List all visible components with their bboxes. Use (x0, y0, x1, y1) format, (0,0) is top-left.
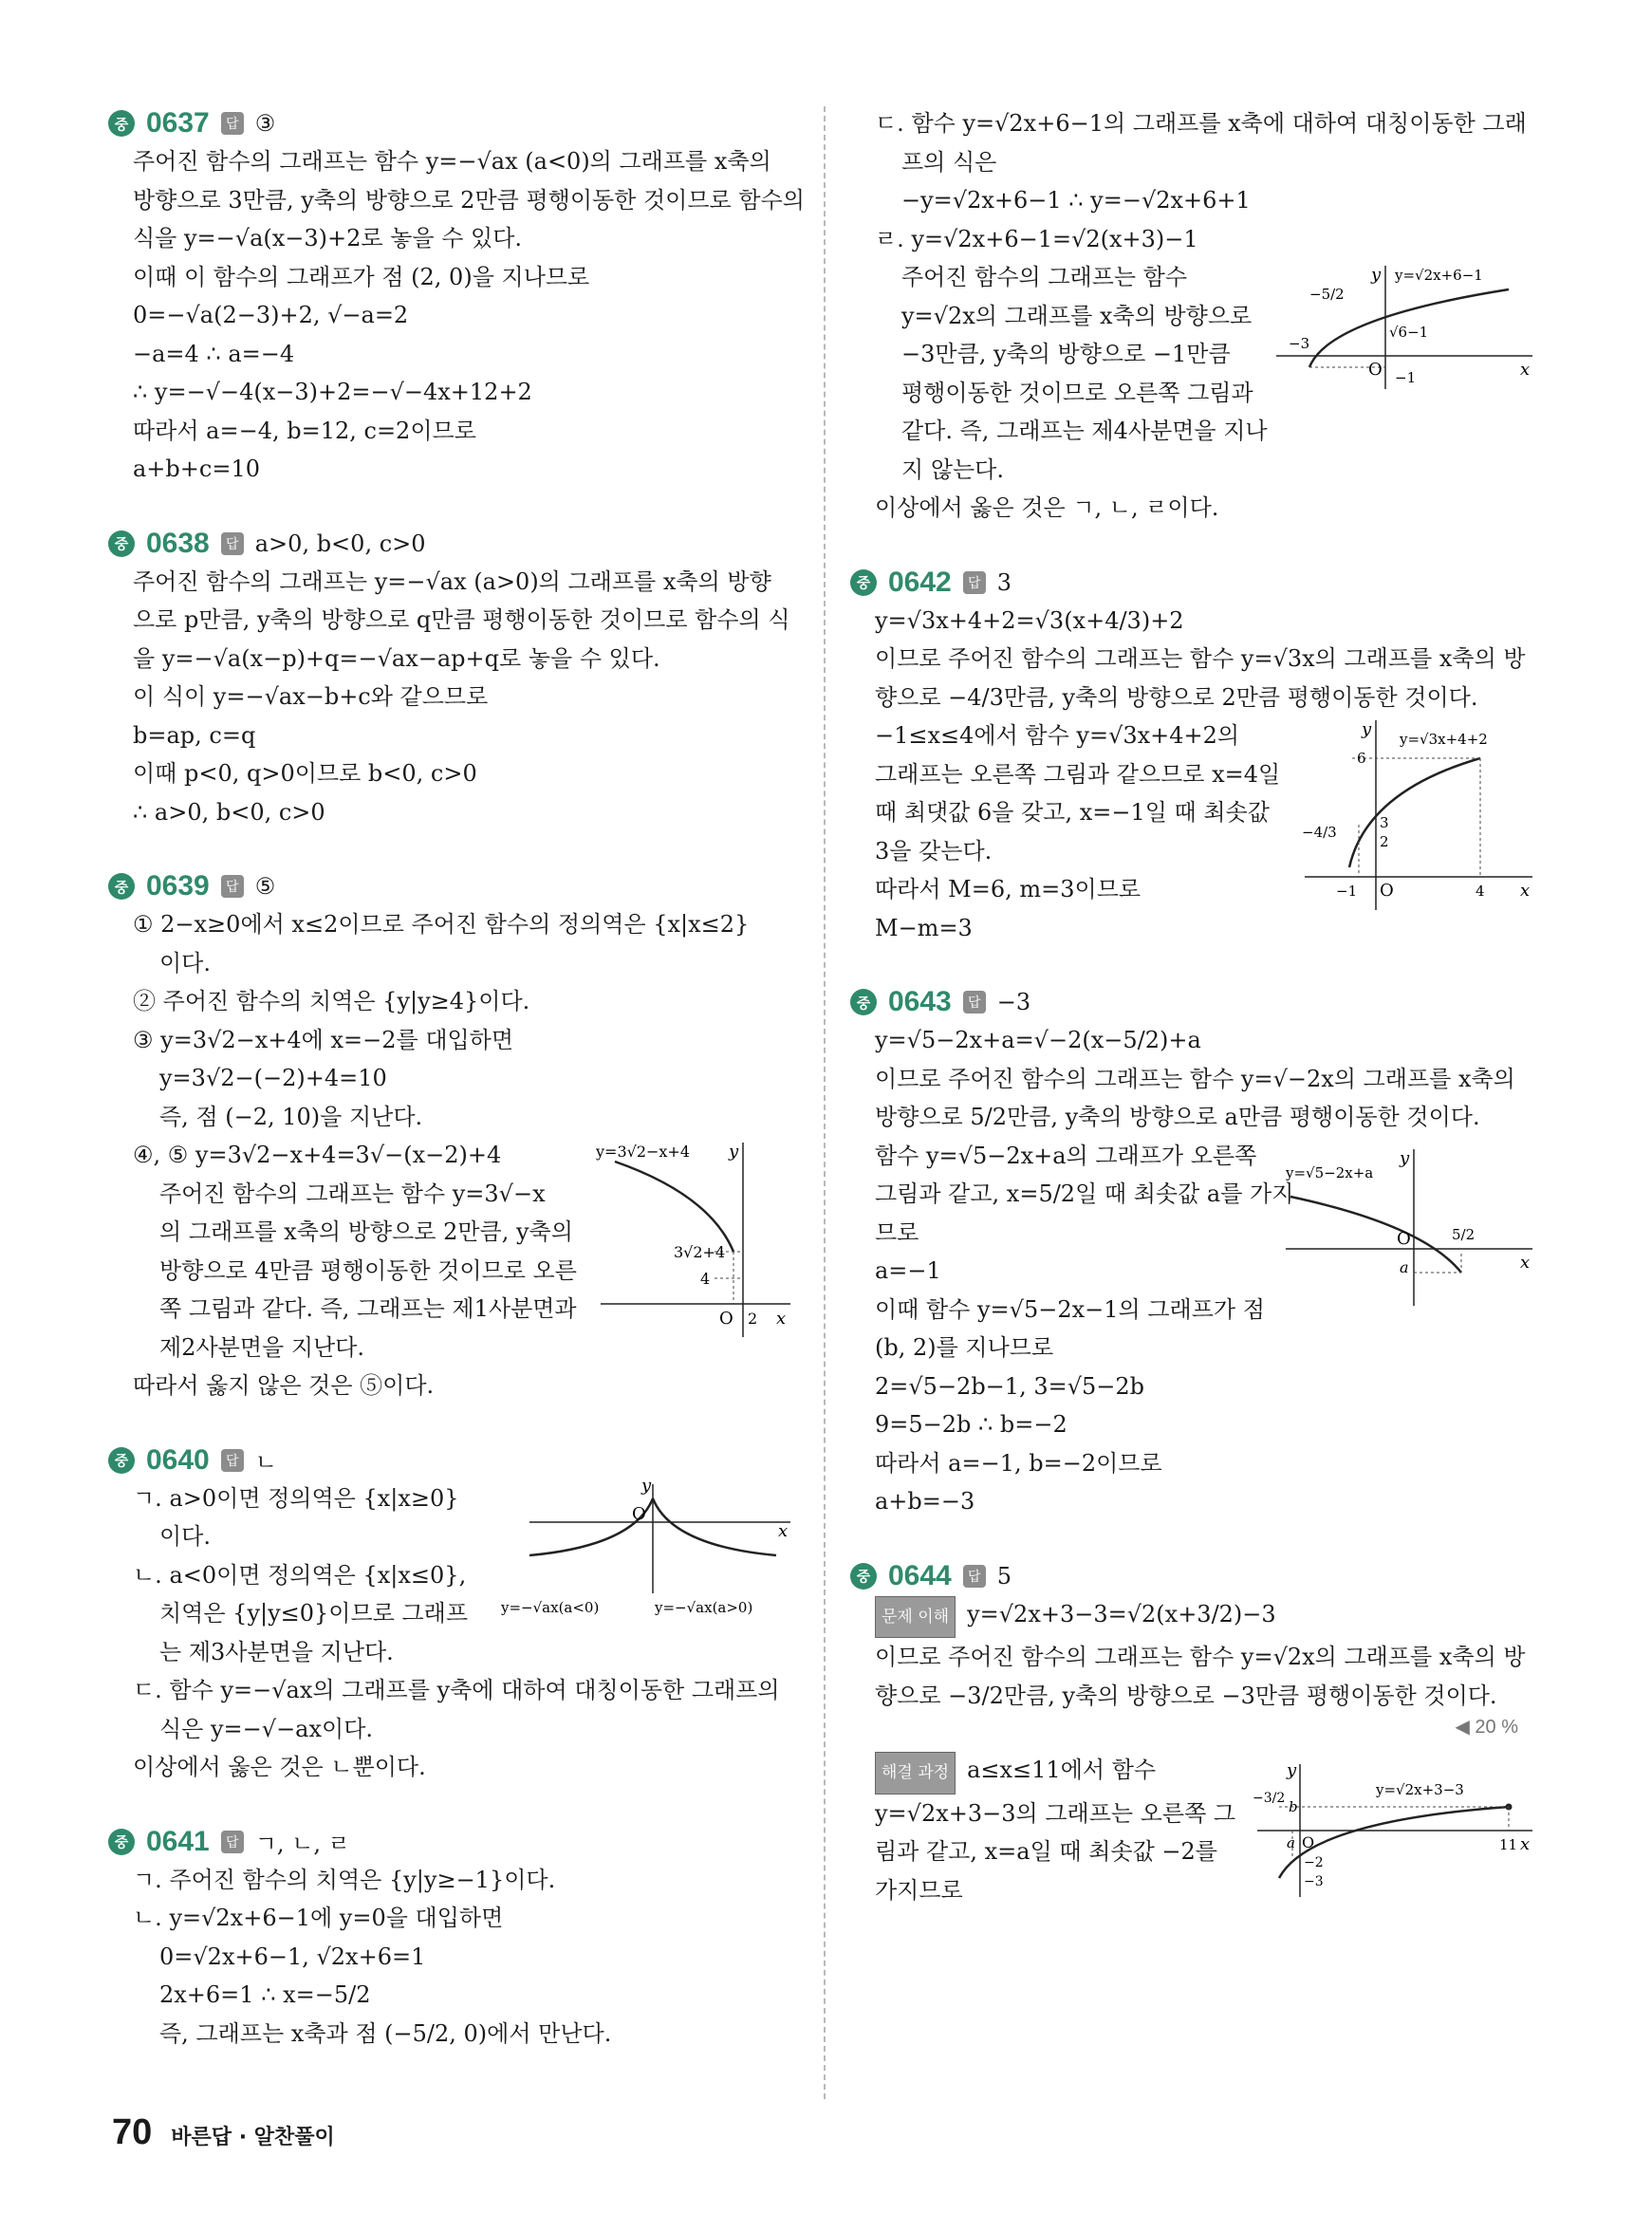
solution-line: 가지므로 (875, 1876, 963, 1904)
solution-line: 쪽 그림과 같다. 즉, 그래프는 제1사분면과 (159, 1295, 577, 1322)
graph-0640 (501, 1470, 795, 1622)
solution-line: ∴ a>0, b<0, c>0 (133, 798, 325, 826)
solution-line: 방향으로 4만큼 평행이동한 것이므로 오른 (159, 1256, 577, 1284)
answer: ③ (254, 110, 276, 137)
solution-line: a+b=−3 (875, 1488, 975, 1515)
answer-tag: 답 (221, 532, 244, 555)
answer-tag: 답 (221, 1831, 244, 1853)
solution-line: 주어진 함수의 그래프는 y=−√ax (a>0)의 그래프를 x축의 방향 (133, 567, 771, 595)
graph-label: 5/2 (1452, 1226, 1476, 1243)
column-divider (824, 106, 826, 2099)
difficulty-badge: 중 (108, 1829, 135, 1855)
solution-line: ㄴ. y=√2x+6−1에 y=0을 대입하면 (133, 1905, 504, 1931)
solution-line: ㄷ. 함수 y=√2x+6−1의 그래프를 x축에 대하여 대칭이동한 그래 (875, 110, 1527, 137)
solution-line: ∴ y=−√−4(x−3)+2=−√−4x+12+2 (133, 379, 532, 405)
difficulty-badge: 중 (850, 989, 877, 1015)
solution-line: 의 그래프를 x축의 방향으로 2만큼, y축의 (159, 1218, 573, 1245)
graph-equation: y=√2x+6−1 (1395, 267, 1483, 284)
problem-header (108, 525, 795, 563)
answer: −3 (996, 989, 1031, 1015)
graph-label: −3 (1304, 1873, 1324, 1889)
answer: 5 (996, 1562, 1012, 1590)
problem-number: 0643 (888, 986, 952, 1017)
page-number: 70 (112, 2112, 153, 2152)
graph-origin: O (632, 1503, 646, 1524)
solution-line: −y=√2x+6−1 ∴ y=−√2x+6+1 (901, 187, 1251, 214)
graph-label: 2 (1380, 832, 1389, 850)
problem-0640 (112, 1441, 795, 1787)
solution-line: 이때 이 함수의 그래프가 점 (2, 0)을 지나므로 (133, 263, 590, 290)
solution-line: 방향으로 3만큼, y축의 방향으로 2만큼 평행이동한 것이므로 함수의 (133, 186, 805, 214)
solution-line: 주어진 함수의 그래프는 함수 y=3√−x (159, 1180, 546, 1207)
solution-line: 제2사분면을 지난다. (159, 1333, 364, 1361)
graph-axis-y: y (1400, 1148, 1410, 1168)
problem-number: 0638 (146, 527, 210, 559)
solution-line: 는 제3사분면을 지난다. (159, 1638, 394, 1665)
problem-header (850, 983, 1537, 1021)
graph-0639 (596, 1138, 795, 1342)
problem-number: 0642 (888, 566, 952, 598)
graph-0641 (1271, 261, 1537, 394)
solution-line: 그래프는 오른쪽 그림과 같으므로 x=4일 (875, 760, 1281, 788)
page-footer (112, 2112, 335, 2153)
solution-line: 때 최댓값 6을 갖고, x=−1일 때 최솟값 (875, 799, 1270, 826)
graph-equation: y=√3x+4+2 (1400, 730, 1488, 748)
solution-line: y=√2x+3−3의 그래프는 오른쪽 그 (875, 1799, 1236, 1827)
solution-line: −3만큼, y축의 방향으로 −1만큼 (901, 341, 1231, 367)
solution-line: y=√2x의 그래프를 x축의 방향으로 (901, 302, 1253, 329)
solution-line: 즉, 그래프는 x축과 점 (−5/2, 0)에서 만난다. (159, 2019, 612, 2047)
solution-line: a+b+c=10 (133, 456, 260, 482)
solution-line: 3을 갖는다. (875, 837, 993, 865)
right-column (854, 104, 1537, 1945)
solution-line: 따라서 M=6, m=3이므로 (875, 876, 1142, 902)
graph-axis-x: x (1520, 1833, 1531, 1854)
solution-line (854, 1595, 1537, 1639)
solution-line: y=√3x+4+2=√3(x+4/3)+2 (875, 606, 1184, 634)
solution-line: 을 y=−√a(x−p)+q=−√ax−ap+q로 놓을 수 있다. (133, 644, 660, 672)
answer-tag: 답 (221, 112, 244, 135)
solution-line: M−m=3 (875, 914, 973, 941)
solution-line: ㄴ. a<0이면 정의역은 {x|x≤0}, (133, 1561, 467, 1589)
solution-line: y=√5−2x+a=√−2(x−5/2)+a (875, 1027, 1201, 1053)
solution-line: 프의 식은 (901, 148, 997, 176)
left-column (112, 104, 805, 2089)
problem-number: 0644 (888, 1559, 952, 1591)
graph-label: √6−1 (1389, 324, 1429, 341)
graph-label: b (1289, 1797, 1298, 1815)
solution-line: ④, ⑤ y=3√2−x+4=3√−(x−2)+4 (133, 1142, 502, 1168)
graph-label: 4 (700, 1270, 711, 1288)
graph-label: a (1287, 1833, 1295, 1851)
answer: ⑤ (254, 873, 276, 900)
difficulty-badge: 중 (850, 1563, 877, 1590)
solution-line: (b, 2)를 지나므로 (875, 1334, 1054, 1361)
solution-line: ㄹ. y=√2x+6−1=√2(x+3)−1 (875, 225, 1198, 252)
problem-number: 0640 (146, 1443, 210, 1476)
solution-line: 9=5−2b ∴ b=−2 (875, 1411, 1067, 1438)
graph-label: −4/3 (1302, 823, 1337, 841)
solution-line: 식을 y=−√a(x−3)+2로 놓을 수 있다. (133, 225, 523, 251)
solution-line: 같다. 즉, 그래프는 제4사분면을 지나 (901, 418, 1268, 444)
solution-line: ① 2−x≥0에서 x≤2이므로 주어진 함수의 정의역은 {x|x≤2} (133, 911, 750, 938)
solution-line: 이때 p<0, q>0이므로 b<0, c>0 (133, 760, 477, 787)
graph-axis-x: x (776, 1309, 787, 1329)
graph-label: 6 (1357, 749, 1366, 767)
graph-equation: y=√5−2x+a (1286, 1164, 1374, 1181)
graph-0643 (1281, 1140, 1537, 1311)
book-title: 바른답 · 알찬풀이 (171, 2126, 335, 2149)
graph-axis-y: y (1362, 718, 1372, 739)
solution-line: 0=√2x+6−1, √2x+6=1 (159, 1943, 426, 1970)
solution-line: 이므로 주어진 함수의 그래프는 함수 y=√−2x의 그래프를 x축의 (875, 1065, 1515, 1092)
answer: ㄴ (254, 1449, 277, 1476)
answer: 3 (996, 568, 1012, 596)
solution-line: 이므로 주어진 함수의 그래프는 함수 y=√3x의 그래프를 x축의 방 (875, 645, 1526, 672)
difficulty-badge: 중 (850, 569, 877, 596)
score-percent: ◀ 20 % (1455, 1717, 1518, 1738)
problem-0641 (112, 1823, 795, 2054)
problem-0642 (854, 564, 1537, 948)
solution-line: ㄷ. 함수 y=−√ax의 그래프를 y축에 대하여 대칭이동한 그래프의 (133, 1677, 780, 1703)
solution-line: 으로 p만큼, y축의 방향으로 q만큼 평행이동한 것이므로 함수의 식 (133, 606, 790, 633)
solution-line: 치역은 {y|y≤0}이므로 그래프 (159, 1600, 469, 1627)
solution-line: 이 식이 y=−√ax−b+c와 같으므로 (133, 683, 489, 710)
solution-line: 따라서 a=−4, b=12, c=2이므로 (133, 417, 476, 444)
solution-line: 이상에서 옳은 것은 ㄱ, ㄴ, ㄹ이다. (875, 494, 1219, 521)
problem-header (850, 1557, 1537, 1595)
graph-label: a (1400, 1258, 1409, 1276)
problem-0641-continued (854, 104, 1537, 528)
solution-line: 이상에서 옳은 것은 ㄴ뿐이다. (133, 1754, 426, 1780)
solution-line: 평행이동한 것이므로 오른쪽 그림과 (901, 379, 1253, 406)
graph-origin: O (1302, 1832, 1315, 1851)
difficulty-badge: 중 (108, 110, 135, 137)
solution-text: y=√2x+3−3=√2(x+3/2)−3 (967, 1600, 1276, 1627)
solution-line: 주어진 함수의 그래프는 함수 y=−√ax (a<0)의 그래프를 x축의 (133, 148, 771, 175)
solution-line: 따라서 옳지 않은 것은 ⑤이다. (133, 1372, 435, 1399)
graph-label: 11 (1499, 1835, 1518, 1853)
solution-line: ㄱ. a>0이면 정의역은 {x|x≥0} (133, 1484, 459, 1512)
graph-label: 3 (1380, 813, 1389, 831)
graph-origin: O (1368, 360, 1383, 380)
graph-label: 3√2+4 (674, 1243, 726, 1261)
problem-header (108, 1823, 795, 1861)
solution-line: 2x+6=1 ∴ x=−5/2 (159, 1981, 371, 2008)
solution-line: 0=−√a(2−3)+2, √−a=2 (133, 302, 409, 328)
solution-line: 이다. (159, 949, 211, 976)
solution-line: 식은 y=−√−ax이다. (159, 1715, 374, 1742)
graph-label: −5/2 (1309, 286, 1345, 303)
graph-origin: O (1397, 1229, 1411, 1249)
graph-axis-x: x (1520, 1253, 1531, 1273)
graph-label: 2 (748, 1310, 758, 1328)
problem-header (108, 867, 795, 905)
solution-line: 주어진 함수의 그래프는 함수 (901, 264, 1188, 290)
solution-line: y=3√2−(−2)+4=10 (159, 1065, 387, 1091)
solution-line: 향으로 −3/2만큼, y축의 방향으로 −3만큼 평행이동한 것이다. (875, 1682, 1497, 1709)
graph-label: −3 (1289, 335, 1310, 352)
graph-label-left: y=−√ax(a<0) (501, 1598, 600, 1616)
graph-origin: O (719, 1309, 733, 1329)
problem-header (108, 104, 795, 142)
graph-axis-y: y (641, 1475, 652, 1496)
solution-line: a=−1 (875, 1257, 941, 1284)
graph-origin: O (1380, 880, 1394, 901)
graph-axis-y: y (1371, 265, 1382, 285)
solution-line: 즉, 점 (−2, 10)을 지난다. (159, 1103, 423, 1130)
graph-label: −1 (1395, 369, 1417, 386)
solution-line: ㄱ. 주어진 함수의 치역은 {y|y≥−1}이다. (133, 1866, 556, 1893)
difficulty-badge: 중 (108, 530, 135, 557)
solution-text: a≤x≤11에서 함수 (967, 1757, 1157, 1783)
graph-label: −2 (1304, 1854, 1324, 1870)
answer: ㄱ, ㄴ, ㄹ (254, 1831, 350, 1857)
answer-tag: 답 (963, 571, 986, 594)
graph-axis-x: x (1520, 360, 1531, 380)
problem-0638 (112, 525, 795, 832)
graph-axis-x: x (778, 1520, 789, 1541)
solution-line: 함수 y=√5−2x+a의 그래프가 오른쪽 (875, 1142, 1257, 1169)
solution-line: 따라서 a=−1, b=−2이므로 (875, 1449, 1162, 1477)
graph-label: −3/2 (1253, 1790, 1286, 1806)
solution-line: 이다. (159, 1523, 211, 1550)
step-tag: 해결 과정 (875, 1752, 956, 1795)
step-tag: 문제 이해 (875, 1596, 956, 1639)
solution-line: ② 주어진 함수의 치역은 {y|y≥4}이다. (133, 988, 530, 1014)
solution-line: 방향으로 5/2만큼, y축의 방향으로 a만큼 평행이동한 것이다. (875, 1104, 1480, 1130)
graph-label: −1 (1336, 882, 1358, 900)
problem-0639 (112, 867, 795, 1405)
problem-number: 0641 (146, 1825, 210, 1857)
answer-tag: 답 (221, 1449, 244, 1472)
problem-header (850, 564, 1537, 602)
solution-line: 향으로 −4/3만큼, y축의 방향으로 2만큼 평행이동한 것이다. (875, 683, 1478, 711)
difficulty-badge: 중 (108, 1447, 135, 1474)
graph-axis-y: y (1287, 1759, 1297, 1780)
solution-line: 이때 함수 y=√5−2x−1의 그래프가 점 (875, 1295, 1265, 1323)
answer-tag: 답 (963, 991, 986, 1014)
solution-line: −1≤x≤4에서 함수 y=√3x+4+2의 (875, 722, 1240, 749)
answer-tag: 답 (221, 875, 244, 898)
solution-line: 므로 (875, 1218, 919, 1246)
problem-0644 (854, 1557, 1537, 1910)
solution-line: 지 않는다. (901, 456, 1004, 483)
solution-line: 그림과 같고, x=5/2일 때 최솟값 a를 가지 (875, 1181, 1294, 1207)
solution-line: 2=√5−2b−1, 3=√5−2b (875, 1372, 1145, 1400)
solution-line: b=ap, c=q (133, 721, 256, 749)
graph-axis-y: y (729, 1142, 739, 1162)
problem-0643 (854, 983, 1537, 1521)
graph-0642 (1300, 716, 1537, 915)
solution-line: 이므로 주어진 함수의 그래프는 함수 y=√2x의 그래프를 x축의 방 (875, 1644, 1526, 1670)
graph-label: 4 (1476, 882, 1485, 900)
solution-line: 림과 같고, x=a일 때 최솟값 −2를 (875, 1838, 1217, 1865)
problem-number: 0639 (146, 870, 210, 902)
graph-label-right: y=−√ax(a>0) (655, 1598, 753, 1616)
difficulty-badge: 중 (108, 873, 135, 900)
solution-line: ③ y=3√2−x+4에 x=−2를 대입하면 (133, 1026, 514, 1053)
graph-axis-x: x (1520, 880, 1531, 901)
answer-tag: 답 (963, 1565, 986, 1588)
problem-0637 (112, 104, 805, 489)
graph-equation: y=√2x+3−3 (1376, 1780, 1464, 1798)
solution-line: −a=4 ∴ a=−4 (133, 340, 295, 367)
problem-number: 0637 (146, 107, 210, 139)
graph-0644 (1253, 1755, 1537, 1902)
answer: a>0, b<0, c>0 (254, 530, 426, 557)
graph-equation: y=3√2−x+4 (596, 1143, 691, 1161)
